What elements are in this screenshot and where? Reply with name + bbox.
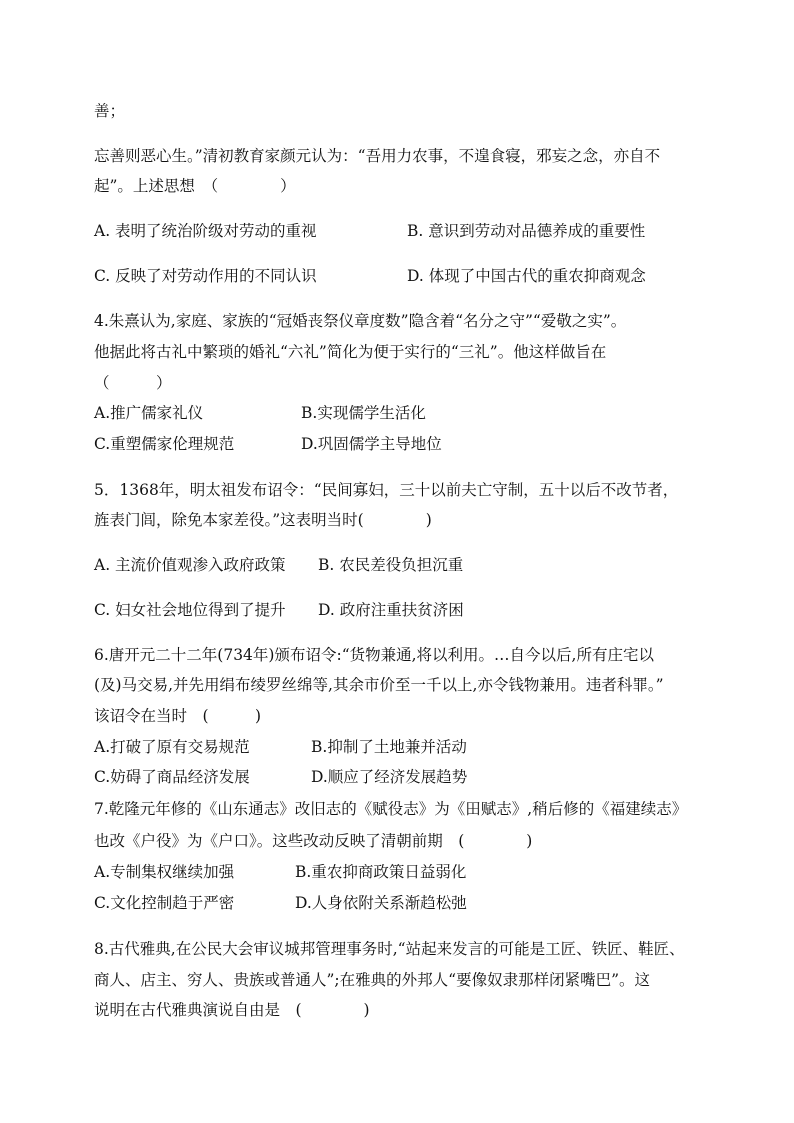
q4-stem-line-1: 4.朱熹认为,家庭、家族的“冠婚丧祭仪章度数”隐含着“名分之守”“爱敬之实”。: [94, 312, 627, 330]
q6-stem-line-2: (及)马交易,并先用绢布绫罗丝绵等,其余市价至一千以上,亦令钱物兼用。违者科罪。”: [94, 676, 664, 694]
q5-option-c[interactable]: C. 妇女社会地位得到了提升: [94, 601, 286, 619]
q7-stem-line-2: 也改《户役》为《户口》。这些改动反映了清朝前期 ( ): [94, 832, 533, 850]
q5-stem-line-2: 旌表门闾，除免本家差役。”这表明当时( ): [94, 511, 432, 529]
q7-option-a[interactable]: A.专制集权继续加强: [94, 863, 235, 881]
q6-option-d[interactable]: D.顺应了经济发展趋势: [311, 768, 468, 786]
q3-stem-line-1: 善；: [94, 102, 126, 120]
q6-stem-line-1: 6.唐开元二十二年(734年)颁布诏令:“货物兼通,将以利用。…自今以后,所有庄宅以: [94, 646, 654, 664]
q7-option-b[interactable]: B.重农抑商政策日益弱化: [295, 863, 467, 881]
q3-option-c[interactable]: C. 反映了对劳动作用的不同认识: [94, 267, 317, 285]
q4-option-b[interactable]: B.实现儒学生活化: [301, 404, 426, 422]
q7-stem-line-1: 7.乾隆元年修的《山东通志》改旧志的《赋役志》为《田赋志》,稍后修的《福建续志》: [94, 800, 688, 818]
q6-option-b[interactable]: B.抑制了土地兼并活动: [311, 738, 467, 756]
q3-stem-line-2: 忘善则恶心生。”清初教育家颜元认为：“吾用力农事，不遑食寝，邪妄之念，亦自不: [94, 147, 661, 165]
q3-option-b[interactable]: B. 意识到劳动对品德养成的重要性: [407, 222, 646, 240]
q4-option-c[interactable]: C.重塑儒家伦理规范: [94, 435, 235, 453]
q5-stem-line-1: 5．1368年，明太祖发布诏令：“民间寡妇，三十以前夫亡守制，五十以后不改节者，: [94, 481, 679, 499]
q5-option-a[interactable]: A. 主流价值观渗入政府政策: [94, 556, 286, 574]
q3-stem-line-3: 起”。上述思想 （ ）: [94, 177, 296, 195]
q3-option-d[interactable]: D. 体现了中国古代的重农抑商观念: [407, 267, 646, 285]
q5-option-b[interactable]: B. 农民差役负担沉重: [318, 556, 464, 574]
q4-stem-line-2: 他据此将古礼中繁琐的婚礼“六礼”简化为便于实行的“三礼”。他这样做旨在: [94, 343, 607, 361]
q4-option-d[interactable]: D.巩固儒学主导地位: [301, 435, 442, 453]
q5-option-d[interactable]: D. 政府注重扶贫济困: [318, 601, 464, 619]
q8-stem-line-2: 商人、店主、穷人、贵族或普通人”;在雅典的外邦人“要像奴隶那样闭紧嘴巴”。这: [94, 971, 650, 989]
q8-stem-line-1: 8.古代雅典,在公民大会审议城邦管理事务时,“站起来发言的可能是工匠、铁匠、鞋匠、: [94, 940, 685, 958]
q4-answer-blank: （ ）: [94, 374, 172, 392]
q6-option-c[interactable]: C.妨碍了商品经济发展: [94, 768, 250, 786]
q8-stem-line-3: 说明在古代雅典演说自由是 ( ): [94, 1001, 370, 1019]
q7-option-c[interactable]: C.文化控制趋于严密: [94, 894, 235, 912]
q3-option-a[interactable]: A. 表明了统治阶级对劳动的重视: [94, 222, 317, 240]
q4-option-a[interactable]: A.推广儒家礼仪: [94, 404, 204, 422]
q6-stem-line-3: 该诏令在当时 ( ): [94, 707, 262, 725]
q6-option-a[interactable]: A.打破了原有交易规范: [94, 738, 250, 756]
q7-option-d[interactable]: D.人身依附关系渐趋松弛: [295, 894, 467, 912]
